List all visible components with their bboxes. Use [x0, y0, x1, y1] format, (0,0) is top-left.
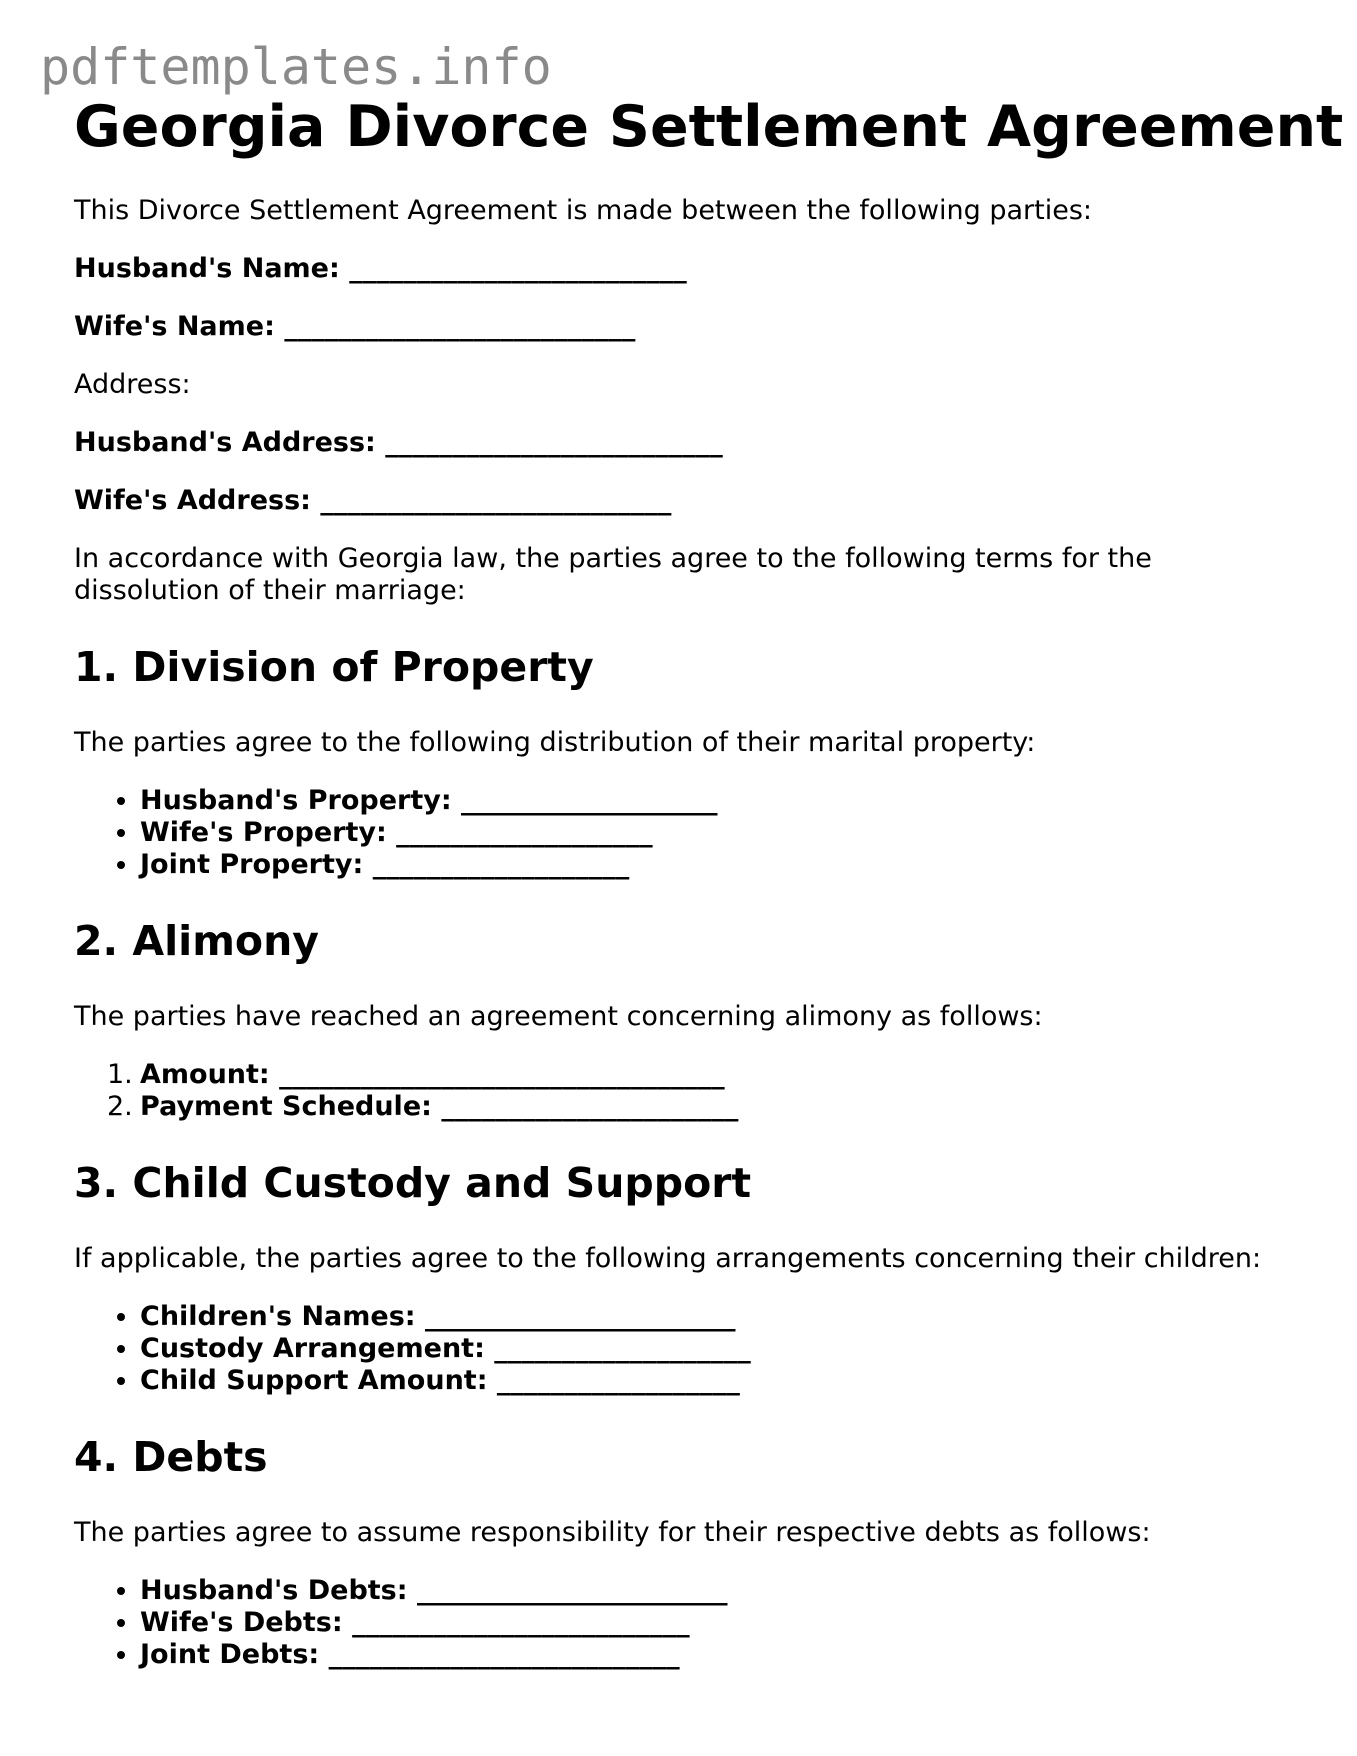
list-item-label: Husband's Property: — [140, 785, 452, 817]
list-item-number: 1. — [107, 1059, 133, 1091]
list-item-blank[interactable]: _______________________ — [416, 1575, 728, 1607]
list-item — [140, 1333, 1294, 1365]
list-item — [140, 817, 1294, 849]
section-heading-property: 1. Division of Property — [74, 643, 594, 692]
list-item-blank[interactable]: ___________________ — [461, 785, 718, 817]
section-heading-alimony: 2. Alimony — [74, 917, 320, 966]
property-list — [74, 785, 1294, 881]
list-item-blank[interactable]: _________________________ — [352, 1607, 690, 1639]
list-item-blank[interactable]: _________________________________ — [279, 1059, 725, 1091]
list-item-label: Children's Names: — [140, 1301, 416, 1333]
wife-address-label: Wife's Address: — [74, 485, 311, 517]
section-heading-debts: 4. Debts — [74, 1433, 268, 1482]
list-item-blank[interactable]: ___________________ — [372, 849, 630, 881]
wife-name-blank[interactable]: __________________________ — [284, 311, 636, 343]
list-item — [140, 849, 1294, 881]
watermark: pdftemplates.info — [40, 38, 552, 96]
document-page — [74, 92, 1344, 1671]
list-item-label: Amount: — [140, 1059, 270, 1091]
document-title: Georgia Divorce Settlement Agreement — [74, 94, 1344, 160]
law-text: In accordance with Georgia law, the parties agree to the following terms for the dissolution of their marriage: — [74, 543, 1152, 607]
intro-text: This Divorce Settlement Agreement is made between the following parties: — [74, 195, 1093, 227]
list-item-blank[interactable]: ___________________ — [396, 817, 653, 849]
husband-name-label: Husband's Name: — [74, 253, 340, 285]
list-item — [140, 1575, 1294, 1607]
section-text-alimony: The parties have reached an agreement concerning alimony as follows: — [74, 1001, 1043, 1033]
list-item-blank[interactable]: ___________________ — [494, 1333, 751, 1365]
list-item-label: Joint Debts: — [140, 1639, 320, 1671]
list-item-label: Wife's Debts: — [140, 1607, 343, 1639]
husband-name-blank[interactable]: _________________________ — [349, 253, 687, 285]
custody-list — [74, 1301, 1294, 1397]
wife-address-field — [74, 485, 1294, 517]
list-item-label: Wife's Property: — [140, 817, 387, 849]
list-item — [140, 1639, 1294, 1671]
list-item — [140, 1607, 1294, 1639]
list-item-label: Payment Schedule: — [140, 1091, 432, 1123]
wife-address-blank[interactable]: __________________________ — [320, 485, 672, 517]
list-item-label: Joint Property: — [140, 849, 364, 881]
husband-address-label: Husband's Address: — [74, 427, 376, 459]
husband-address-blank[interactable]: _________________________ — [385, 427, 723, 459]
debts-list — [74, 1575, 1294, 1671]
list-item-number: 2. — [107, 1091, 133, 1123]
list-item — [140, 785, 1294, 817]
wife-name-label: Wife's Name: — [74, 311, 275, 343]
list-item-blank[interactable]: __________________________ — [328, 1639, 680, 1671]
list-item-label: Child Support Amount: — [140, 1365, 488, 1397]
alimony-list — [74, 1059, 1294, 1123]
section-text-property: The parties agree to the following distribution of their marital property: — [74, 727, 1036, 759]
list-item — [140, 1301, 1294, 1333]
list-item — [140, 1365, 1294, 1397]
list-item-label: Custody Arrangement: — [140, 1333, 485, 1365]
list-item — [107, 1091, 1294, 1123]
list-item-blank[interactable]: _______________________ — [425, 1301, 736, 1333]
wife-name-field — [74, 311, 1294, 343]
address-heading: Address: — [74, 369, 191, 401]
husband-address-field — [74, 427, 1294, 459]
section-text-custody: If applicable, the parties agree to the following arrangements concerning their children: — [74, 1243, 1262, 1275]
husband-name-field — [74, 253, 1294, 285]
list-item-blank[interactable]: ______________________ — [441, 1091, 739, 1123]
section-text-debts: The parties agree to assume responsibility for their respective debts as follows: — [74, 1517, 1151, 1549]
section-heading-custody: 3. Child Custody and Support — [74, 1159, 752, 1208]
list-item-label: Husband's Debts: — [140, 1575, 408, 1607]
list-item-blank[interactable]: __________________ — [496, 1365, 740, 1397]
list-item — [107, 1059, 1294, 1091]
